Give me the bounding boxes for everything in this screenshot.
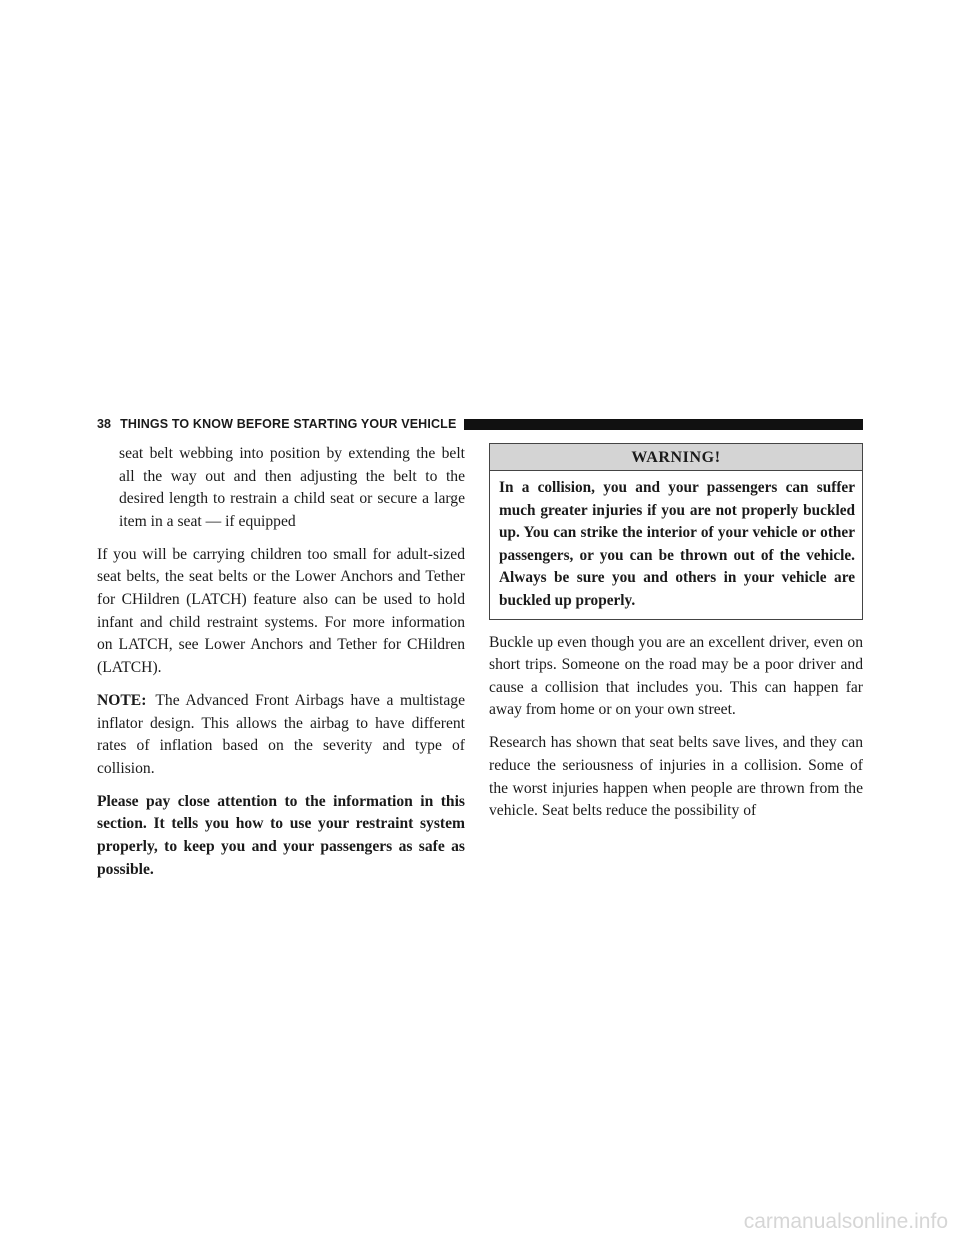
warning-text: In a collision, you and your passengers can suffer much greater injuries if you are not properly buckled up. You can strike the interior of your vehicle or other passengers, or you can be thrown out of the vehicle. Always be sure you and others in your vehicle are buckled up properly. [499,479,855,609]
left-column [97,443,465,892]
latch-paragraph: If you will be carrying children too small for adult-sized seat belts, the seat belts or the Lower Anchors and Tether for CHildren (LATCH) feature also can be used to hold infant and child restraint systems. For more information on LATCH, see Lower Anchors and Tether for CHildren (LATCH). [97,545,465,676]
attention-paragraph: Please pay close attention to the information in this section. It tells you how to use your restraint system properly, to keep you and your passengers as safe as possible. [97,792,465,878]
section-title: THINGS TO KNOW BEFORE STARTING YOUR VEHICLE [120,417,457,431]
right-column [489,443,863,833]
note-label: NOTE: [97,691,147,709]
warning-title: WARNING! [490,444,862,471]
note-paragraph [97,690,465,780]
continued-paragraph: seat belt webbing into position by extending the belt all the way out and then adjusting the belt to the desired length to restrain a child seat or secure a large item in a seat — if equipped [119,445,465,530]
note-text: The Advanced Front Airbags have a multistage inflator design. This allows the airbag to have different rates of inflation based on the severity and type of collision. [97,691,465,777]
watermark: carmanualsonline.info [743,1210,948,1233]
header-rule [464,419,863,430]
research-paragraph: Research has shown that seat belts save lives, and they can reduce the seriousness of injuries in a collision. Some of the worst injuries happen when people are thrown from the vehicle. Seat belts reduce the possibility of [489,734,863,820]
page-header [97,417,863,431]
buckle-up-paragraph: Buckle up even though you are an excellent driver, even on short trips. Someone on the road may be a poor driver and cause a collision that includes you. This can happen far away from home or on your own street. [489,633,863,719]
warning-box [489,443,863,620]
page-number: 38 [97,417,112,431]
